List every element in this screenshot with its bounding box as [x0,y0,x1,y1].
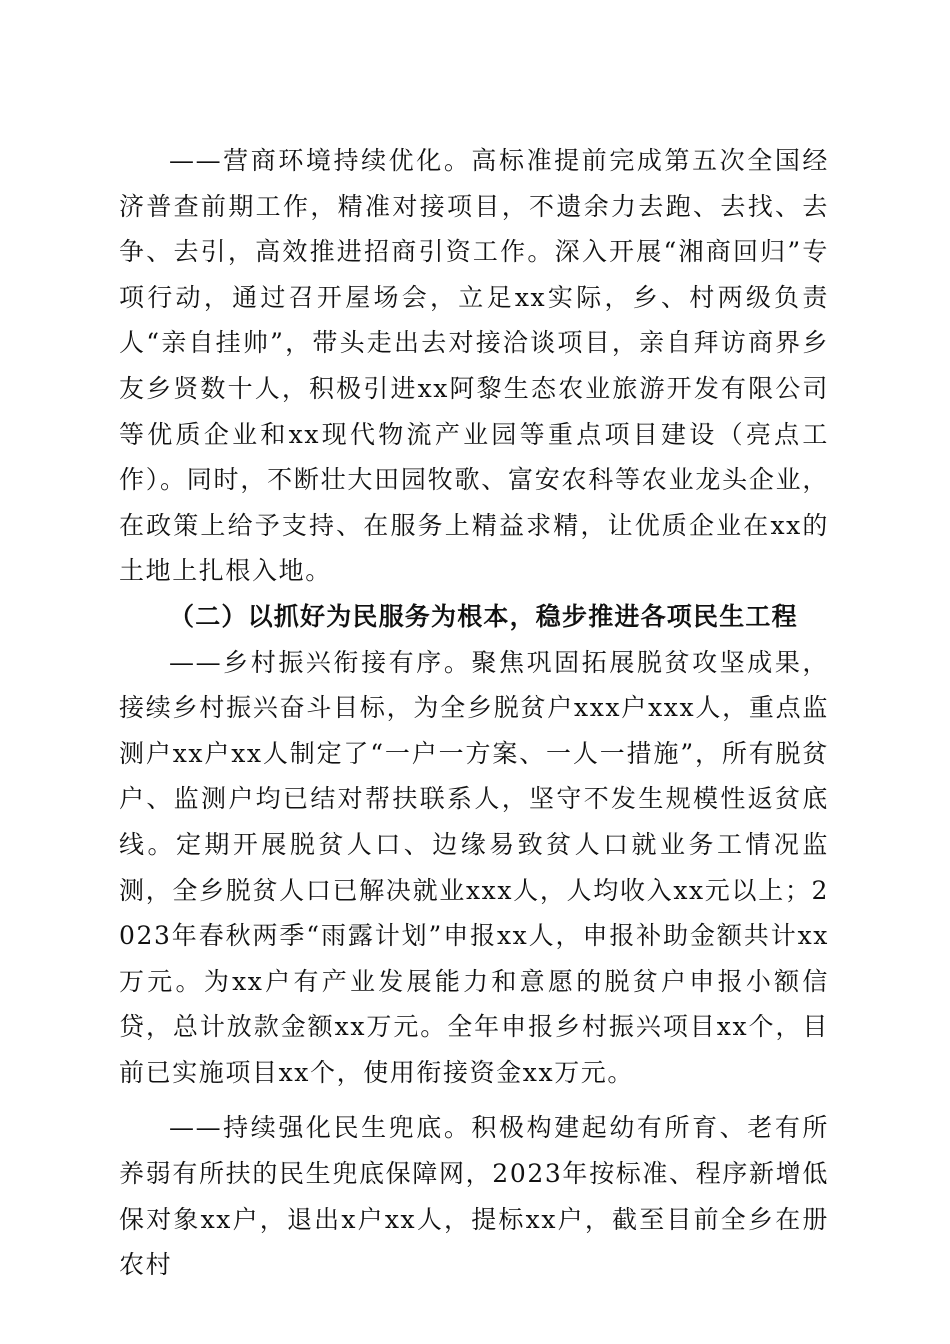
paragraph-rural-revitalization: ——乡村振兴衔接有序。聚焦巩固拓展脱贫攻坚成果，接续乡村振兴奋斗目标，为全乡脱贫户xxx户xxx人，重点监测户xx户xx人制定了“一户一方案、一人一措施”，所有脱贫户、监测户均已结对帮扶联系人，坚守不发生规模性返贫底线。定期开展脱贫人口、边缘易致贫人口就业务工情况监测，全乡脱贫人口已解决就业xxx人，人均收入xx元以上；2023年春秋两季“雨露计划”申报xx人，申报补助金额共计xx万元。为xx户有产业发展能力和意愿的脱贫户申报小额信贷，总计放款金额xx万元。全年申报乡村振兴项目xx个，目前已实施项目xx个，使用衔接资金xx万元。 [119,647,829,1087]
paragraph-spacer [119,1095,829,1105]
paragraph-social-security: ——持续强化民生兜底。积极构建起幼有所育、老有所养弱有所扶的民生兜底保障网，2023年按标准、程序新增低保对象xx户，退出x户xx人，提标xx户，截至目前全乡在册农村 [119,1113,829,1280]
section-heading: （二）以抓好为民服务为根本，稳步推进各项民生工程 [169,601,798,631]
document-body [119,138,829,1288]
paragraph-business-environment: ——营商环境持续优化。高标准提前完成第五次全国经济普查前期工作，精准对接项目，不遗余力去跑、去找、去争、去引，高效推进招商引资工作。深入开展“湘商回归”专项行动，通过召开屋场会，立足xx实际，乡、村两级负责人“亲自挂帅”，带头走出去对接洽谈项目，亲自拜访商界乡友乡贤数十人，积极引进xx阿黎生态农业旅游开发有限公司等优质企业和xx现代物流产业园等重点项目建设（亮点工作）。同时，不断壮大田园牧歌、富安农科等农业龙头企业，在政策上给予支持、在服务上精益求精，让优质企业在xx的土地上扎根入地。 [119,146,829,586]
